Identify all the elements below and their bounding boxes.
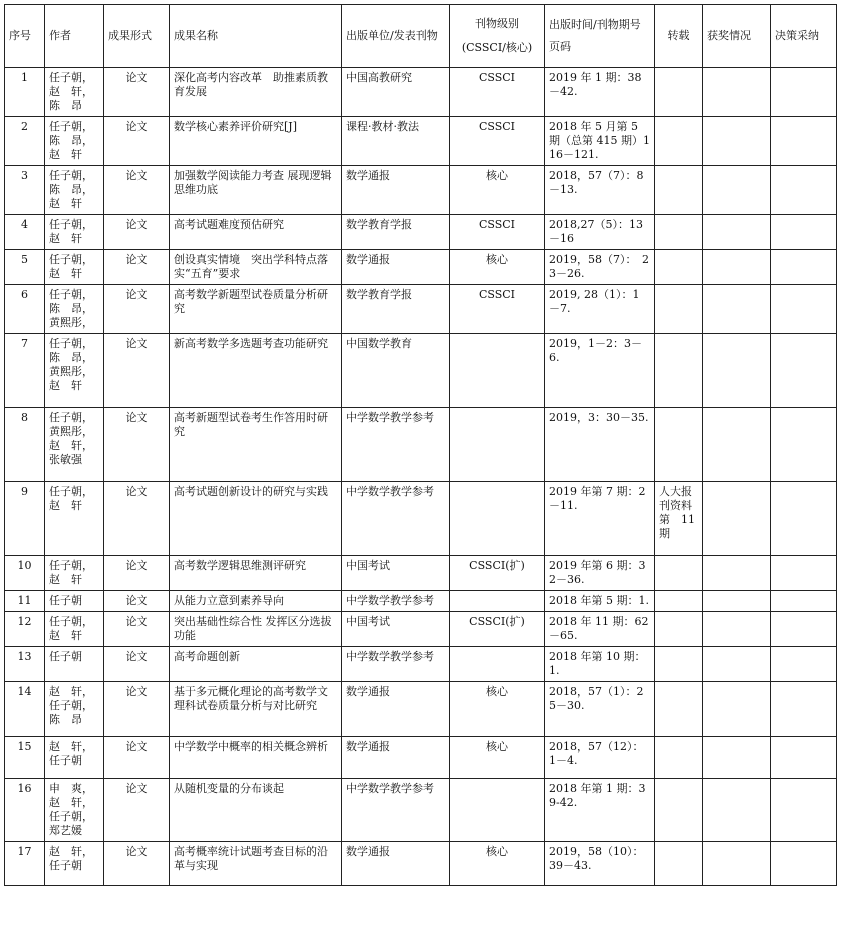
cell-award — [703, 779, 771, 842]
cell-award — [703, 682, 771, 737]
cell-time: 2018，57（1）：25－30. — [545, 682, 655, 737]
cell-reprint — [655, 285, 703, 334]
cell-adopt — [771, 682, 837, 737]
cell-reprint — [655, 612, 703, 647]
table-row — [5, 842, 837, 886]
table-row — [5, 556, 837, 591]
cell-publisher: 数学通报 — [342, 737, 450, 779]
cell-title: 高考新题型试卷考生作答用时研究 — [170, 408, 342, 482]
cell-publisher: 中国数学教育 — [342, 334, 450, 408]
cell-level: 核心 — [450, 737, 545, 779]
table-row — [5, 591, 837, 612]
header-no: 序号 — [5, 5, 45, 68]
cell-title: 高考试题创新设计的研究与实践 — [170, 482, 342, 556]
table-row — [5, 737, 837, 779]
cell-level — [450, 482, 545, 556]
cell-award — [703, 408, 771, 482]
cell-reprint — [655, 591, 703, 612]
table-row — [5, 334, 837, 408]
cell-publisher: 数学教育学报 — [342, 215, 450, 250]
header-award: 获奖情况 — [703, 5, 771, 68]
cell-level: CSSCI(扩) — [450, 556, 545, 591]
cell-reprint — [655, 647, 703, 682]
cell-form: 论文 — [104, 408, 170, 482]
cell-reprint — [655, 556, 703, 591]
table-row — [5, 285, 837, 334]
cell-adopt — [771, 591, 837, 612]
cell-title: 中学数学中概率的相关概念辨析 — [170, 737, 342, 779]
cell-level: 核心 — [450, 250, 545, 285]
cell-no: 1 — [5, 68, 45, 117]
cell-no: 12 — [5, 612, 45, 647]
cell-title: 高考数学逻辑思维测评研究 — [170, 556, 342, 591]
cell-form: 论文 — [104, 285, 170, 334]
cell-title: 从能力立意到素养导向 — [170, 591, 342, 612]
cell-title: 数学核心素养评价研究[J] — [170, 117, 342, 166]
cell-authors: 赵 轩，任子朝 — [45, 737, 104, 779]
cell-time: 2018,27（5）：13－16 — [545, 215, 655, 250]
cell-award — [703, 117, 771, 166]
cell-authors: 任子朝，陈 昂，黄熙彤，赵 轩 — [45, 334, 104, 408]
cell-reprint — [655, 334, 703, 408]
cell-authors: 任子朝，黄熙彤，赵 轩，张敏强 — [45, 408, 104, 482]
cell-level: 核心 — [450, 166, 545, 215]
cell-form: 论文 — [104, 556, 170, 591]
cell-award — [703, 842, 771, 886]
cell-title: 突出基础性综合性 发挥区分选拔功能 — [170, 612, 342, 647]
cell-reprint — [655, 779, 703, 842]
cell-reprint — [655, 215, 703, 250]
cell-reprint — [655, 737, 703, 779]
header-adopt: 决策采纳 — [771, 5, 837, 68]
cell-time: 2019 年第 6 期：32－36. — [545, 556, 655, 591]
cell-publisher: 中学数学教学参考 — [342, 647, 450, 682]
cell-adopt — [771, 215, 837, 250]
cell-adopt — [771, 779, 837, 842]
cell-publisher: 数学通报 — [342, 250, 450, 285]
cell-title: 创设真实情境 突出学科特点落实“五育”要求 — [170, 250, 342, 285]
cell-time: 2018，57（7）：8－13. — [545, 166, 655, 215]
cell-adopt — [771, 166, 837, 215]
cell-reprint — [655, 68, 703, 117]
cell-authors: 任子朝，赵 轩 — [45, 250, 104, 285]
cell-authors: 任子朝，赵 轩 — [45, 556, 104, 591]
cell-level: 核心 — [450, 682, 545, 737]
cell-title: 从随机变量的分布谈起 — [170, 779, 342, 842]
cell-form: 论文 — [104, 591, 170, 612]
cell-authors: 申 爽，赵 轩，任子朝，郑艺媛 — [45, 779, 104, 842]
cell-title: 深化高考内容改革 助推素质教育发展 — [170, 68, 342, 117]
cell-title: 基于多元概化理论的高考数学文理科试卷质量分析与对比研究 — [170, 682, 342, 737]
cell-no: 2 — [5, 117, 45, 166]
cell-publisher: 课程·教材·教法 — [342, 117, 450, 166]
table-header-row — [5, 5, 837, 68]
cell-no: 6 — [5, 285, 45, 334]
table-row — [5, 612, 837, 647]
cell-level: CSSCI — [450, 215, 545, 250]
cell-time: 2018 年 5 月第 5 期（总第 415 期）116－121. — [545, 117, 655, 166]
cell-time: 2018，57（12）：1－4. — [545, 737, 655, 779]
cell-authors: 任子朝，陈 昂，黄熙彤， — [45, 285, 104, 334]
table-row — [5, 647, 837, 682]
cell-level: CSSCI — [450, 68, 545, 117]
cell-authors: 任子朝，赵 轩，陈 昂 — [45, 68, 104, 117]
cell-form: 论文 — [104, 779, 170, 842]
table-row — [5, 779, 837, 842]
cell-form: 论文 — [104, 117, 170, 166]
cell-time: 2018 年第 5 期：1. — [545, 591, 655, 612]
cell-form: 论文 — [104, 334, 170, 408]
cell-authors: 任子朝，赵 轩 — [45, 215, 104, 250]
cell-time: 2019，58（7）： 23－26. — [545, 250, 655, 285]
cell-publisher: 中国考试 — [342, 612, 450, 647]
cell-form: 论文 — [104, 215, 170, 250]
cell-reprint — [655, 166, 703, 215]
cell-form: 论文 — [104, 166, 170, 215]
cell-reprint — [655, 250, 703, 285]
cell-authors: 任子朝 — [45, 647, 104, 682]
cell-publisher: 数学通报 — [342, 682, 450, 737]
cell-publisher: 中国考试 — [342, 556, 450, 591]
cell-award — [703, 334, 771, 408]
cell-authors: 赵 轩，任子朝，陈 昂 — [45, 682, 104, 737]
cell-adopt — [771, 612, 837, 647]
cell-no: 3 — [5, 166, 45, 215]
cell-award — [703, 612, 771, 647]
cell-authors: 赵 轩，任子朝 — [45, 842, 104, 886]
cell-level — [450, 647, 545, 682]
cell-title: 加强数学阅读能力考查 展现逻辑思维功底 — [170, 166, 342, 215]
cell-award — [703, 482, 771, 556]
cell-reprint: 人大报刊资料第 11 期 — [655, 482, 703, 556]
cell-title: 高考数学新题型试卷质量分析研究 — [170, 285, 342, 334]
cell-level: CSSCI — [450, 117, 545, 166]
cell-no: 10 — [5, 556, 45, 591]
cell-adopt — [771, 556, 837, 591]
cell-award — [703, 166, 771, 215]
cell-adopt — [771, 842, 837, 886]
table-row — [5, 682, 837, 737]
cell-award — [703, 285, 771, 334]
header-level-line1: 刊物级别 — [475, 17, 519, 30]
table-row — [5, 482, 837, 556]
cell-form: 论文 — [104, 482, 170, 556]
header-level-line2: (CSSCI/核心) — [461, 41, 533, 54]
cell-time: 2019, 28（1）：1－7. — [545, 285, 655, 334]
cell-title: 高考命题创新 — [170, 647, 342, 682]
cell-award — [703, 250, 771, 285]
header-name: 成果名称 — [170, 5, 342, 68]
cell-form: 论文 — [104, 68, 170, 117]
cell-reprint — [655, 408, 703, 482]
cell-reprint — [655, 117, 703, 166]
cell-level — [450, 334, 545, 408]
table-row — [5, 215, 837, 250]
cell-no: 8 — [5, 408, 45, 482]
cell-no: 7 — [5, 334, 45, 408]
cell-time: 2019 年 1 期：38－42. — [545, 68, 655, 117]
cell-level: CSSCI — [450, 285, 545, 334]
cell-adopt — [771, 647, 837, 682]
cell-no: 4 — [5, 215, 45, 250]
cell-time: 2019，58（10）：39－43. — [545, 842, 655, 886]
cell-no: 5 — [5, 250, 45, 285]
cell-adopt — [771, 482, 837, 556]
cell-level: 核心 — [450, 842, 545, 886]
cell-adopt — [771, 334, 837, 408]
cell-form: 论文 — [104, 842, 170, 886]
header-time: 出版时间/刊物期号页码 — [545, 5, 655, 68]
cell-adopt — [771, 285, 837, 334]
cell-no: 13 — [5, 647, 45, 682]
table-row — [5, 250, 837, 285]
header-author: 作者 — [45, 5, 104, 68]
header-reprint: 转载 — [655, 5, 703, 68]
cell-no: 14 — [5, 682, 45, 737]
cell-title: 高考试题难度预估研究 — [170, 215, 342, 250]
cell-no: 9 — [5, 482, 45, 556]
table-row — [5, 68, 837, 117]
cell-publisher: 中学数学教学参考 — [342, 779, 450, 842]
cell-form: 论文 — [104, 647, 170, 682]
cell-level — [450, 408, 545, 482]
cell-authors: 任子朝，陈 昂，赵 轩 — [45, 166, 104, 215]
cell-time: 2019，3：30－35. — [545, 408, 655, 482]
achievements-table — [4, 4, 837, 886]
table-row — [5, 408, 837, 482]
cell-title: 新高考数学多选题考查功能研究 — [170, 334, 342, 408]
cell-award — [703, 556, 771, 591]
cell-time: 2018 年 11 期：62－65. — [545, 612, 655, 647]
cell-no: 15 — [5, 737, 45, 779]
header-publisher: 出版单位/发表刊物 — [342, 5, 450, 68]
cell-level — [450, 779, 545, 842]
header-level — [450, 5, 545, 68]
cell-adopt — [771, 737, 837, 779]
header-form: 成果形式 — [104, 5, 170, 68]
cell-reprint — [655, 842, 703, 886]
cell-award — [703, 737, 771, 779]
cell-level: CSSCI(扩) — [450, 612, 545, 647]
cell-form: 论文 — [104, 737, 170, 779]
cell-time: 2018 年第 10 期：1. — [545, 647, 655, 682]
cell-time: 2019，1－2：3－6. — [545, 334, 655, 408]
cell-form: 论文 — [104, 682, 170, 737]
cell-adopt — [771, 408, 837, 482]
cell-authors: 任子朝 — [45, 591, 104, 612]
cell-publisher: 中学数学教学参考 — [342, 482, 450, 556]
cell-award — [703, 215, 771, 250]
cell-no: 16 — [5, 779, 45, 842]
cell-publisher: 中国高教研究 — [342, 68, 450, 117]
cell-publisher: 中学数学教学参考 — [342, 591, 450, 612]
cell-award — [703, 647, 771, 682]
cell-publisher: 数学通报 — [342, 842, 450, 886]
cell-authors: 任子朝，赵 轩 — [45, 612, 104, 647]
cell-publisher: 中学数学教学参考 — [342, 408, 450, 482]
cell-award — [703, 591, 771, 612]
table-row — [5, 166, 837, 215]
cell-adopt — [771, 117, 837, 166]
cell-authors: 任子朝，赵 轩 — [45, 482, 104, 556]
cell-authors: 任子朝，陈 昂，赵 轩 — [45, 117, 104, 166]
cell-adopt — [771, 250, 837, 285]
table-row — [5, 117, 837, 166]
cell-form: 论文 — [104, 250, 170, 285]
cell-form: 论文 — [104, 612, 170, 647]
cell-publisher: 数学通报 — [342, 166, 450, 215]
cell-time: 2019 年第 7 期：2－11. — [545, 482, 655, 556]
cell-publisher: 数学教育学报 — [342, 285, 450, 334]
cell-title: 高考概率统计试题考查目标的沿革与实现 — [170, 842, 342, 886]
cell-reprint — [655, 682, 703, 737]
cell-adopt — [771, 68, 837, 117]
achievements-table-wrapper — [4, 4, 836, 886]
cell-no: 17 — [5, 842, 45, 886]
cell-level — [450, 591, 545, 612]
cell-no: 11 — [5, 591, 45, 612]
cell-time: 2018 年第 1 期：39-42. — [545, 779, 655, 842]
cell-award — [703, 68, 771, 117]
